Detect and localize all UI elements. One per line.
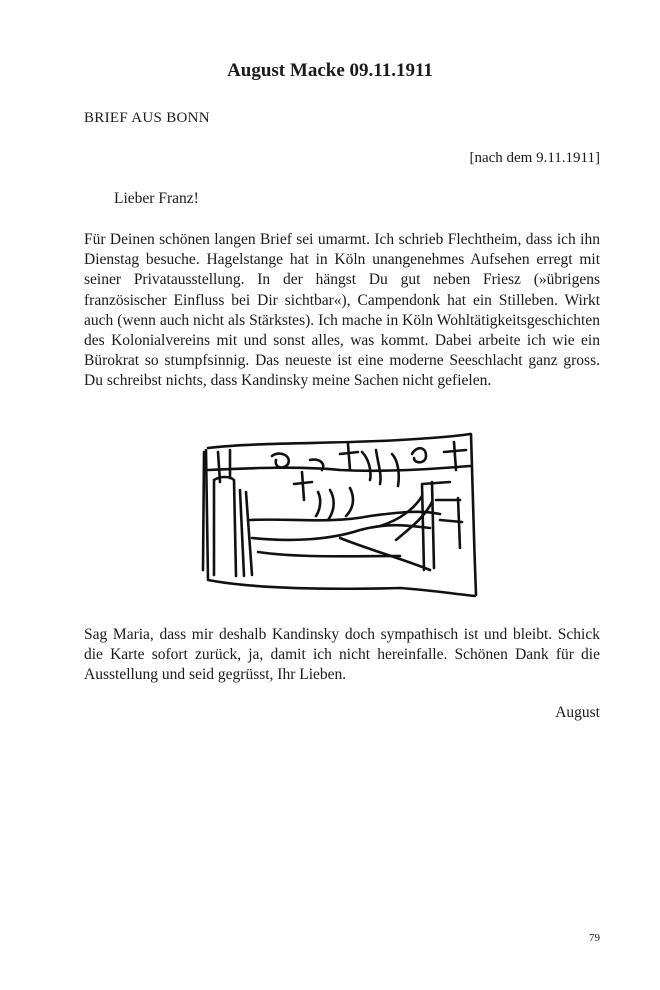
page-number: 79: [589, 932, 600, 944]
letter-heading: BRIEF AUS BONN: [84, 110, 210, 126]
letter-signature: August: [555, 704, 600, 721]
sea-battle-sketch: [200, 430, 485, 602]
letter-salutation: Lieber Franz!: [114, 190, 199, 207]
letter-paragraph-2: Sag Maria, dass mir deshalb Kandinsky doch sympathisch ist und bleibt. Schick die Karte sofort zurück, ja, damit ich nicht hereinfalle. Schönen Dank für die Ausstellung und seid gegrüsst, Ihr Lieben.: [84, 626, 600, 684]
letter-dateline: [nach dem 9.11.1911]: [469, 150, 600, 166]
letter-paragraph-1: Für Deinen schönen langen Brief sei umarmt. Ich schrieb Flechtheim, dass ich ihn Dienstag besuche. Hagelstange hat in Köln unangenehmes Aufsehen erregt mit seiner Privatausstellung. In der hängst Du gut neben Friesz (»übrigens französischer Einfluss bei Dir sichtbar«), Campendonk hat ein Stilleben. Wirkt auch (wenn auch nicht als Stärkstes). Ich mache in Köln Wohltätigkeitsgeschichten des Kolonialvereins mit und sonst alles, was kommt. Dabei arbeite ich wie ein Bürokrat so stumpfsinnig. Das neueste ist eine moderne Seeschlacht ganz gross. Du schreibst nichts, dass Kandinsky meine Sachen nicht gefielen.: [84, 231, 600, 390]
letter-title: August Macke 09.11.1911: [227, 60, 433, 81]
